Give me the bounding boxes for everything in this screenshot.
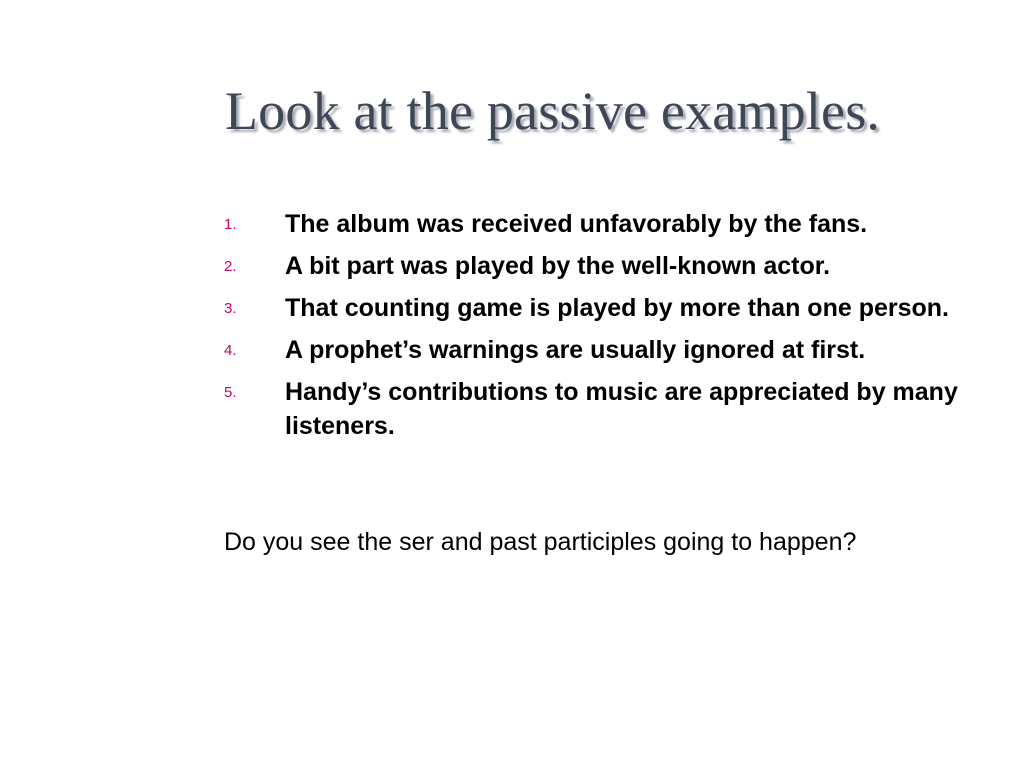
list-item	[224, 375, 1010, 443]
list-item-text: A prophet’s warnings are usually ignored at first.	[285, 336, 866, 364]
list-item-number: 5.	[224, 384, 237, 401]
list-item-text: A bit part was played by the well-known actor.	[285, 252, 831, 280]
list-item	[224, 333, 1010, 367]
list-item-text: The album was received unfavorably by the fans.	[285, 210, 868, 238]
list-item	[224, 207, 1010, 241]
examples-list	[224, 207, 1024, 451]
list-item	[224, 291, 1010, 325]
list-item	[224, 249, 1010, 283]
list-item-number: 2.	[224, 258, 237, 275]
question-text: Do you see the ser and past participles going to happen?	[224, 528, 857, 556]
list-item-number: 3.	[224, 300, 237, 317]
list-item-number: 1.	[224, 216, 237, 233]
list-item-text: Handy’s contributions to music are appreciated by many listeners.	[285, 378, 958, 440]
slide-title: Look at the passive examples.	[225, 81, 881, 141]
list-item-text: That counting game is played by more than one person.	[285, 294, 949, 322]
list-item-number: 4.	[224, 342, 237, 359]
